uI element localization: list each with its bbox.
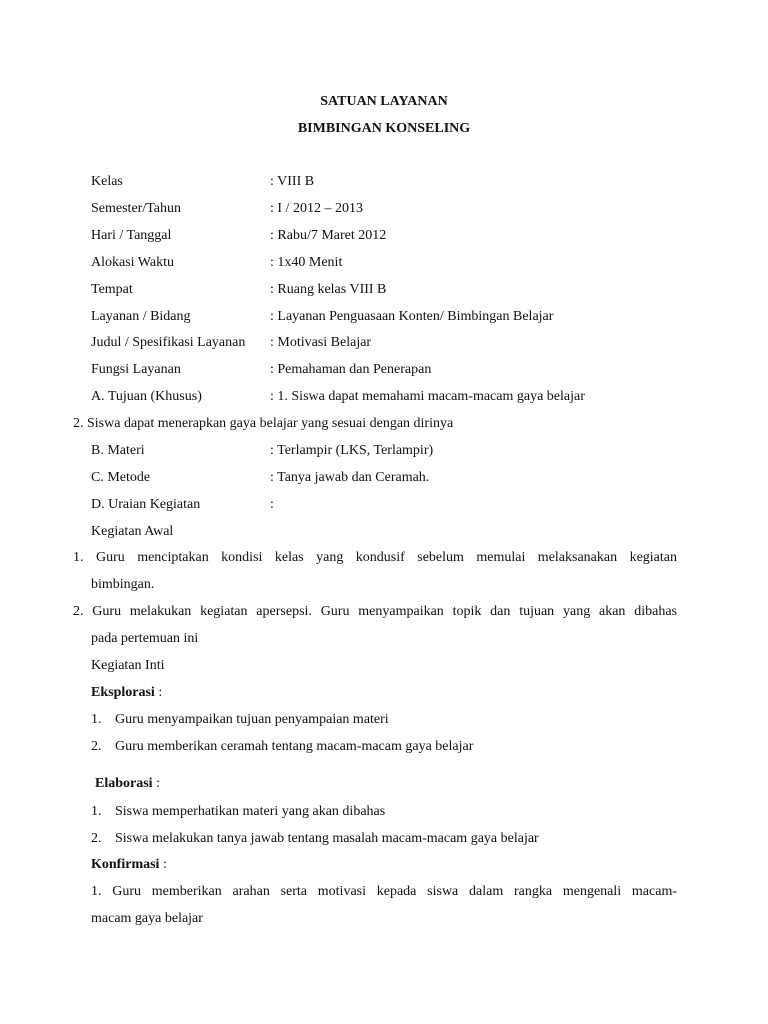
label-tujuan: A. Tujuan (Khusus) (91, 389, 202, 404)
kegiatan-awal-item-2-cont: pada pertemuan ini (91, 631, 199, 646)
eksplorasi-item-2-num: 2. (91, 739, 102, 754)
kegiatan-awal-item-2: 2. Guru melakukan kegiatan apersepsi. Guru menyampaikan topik dan tujuan yang akan dibahas (73, 604, 677, 619)
konfirmasi-colon: : (159, 857, 167, 872)
label-hari-tanggal: Hari / Tanggal (91, 228, 172, 243)
document-subtitle: BIMBINGAN KONSELING (297, 121, 471, 136)
eksplorasi-colon: : (154, 685, 163, 700)
tujuan-item-2: 2. Siswa dapat menerapkan gaya belajar yang sesuai dengan dirinya (73, 416, 454, 431)
eksplorasi-label: Eksplorasi (91, 685, 155, 700)
value-layanan-bidang: : Layanan Penguasaan Konten/ Bimbingan Belajar (270, 309, 554, 324)
value-kelas: : VIII B (270, 174, 315, 189)
kegiatan-awal-item-1: 1. Guru menciptakan kondisi kelas yang kondusif sebelum memulai melaksanakan kegiatan (73, 550, 677, 565)
value-tujuan: : 1. Siswa dapat memahami macam-macam gaya belajar (270, 389, 585, 404)
konfirmasi-item-1-cont: macam gaya belajar (91, 911, 203, 926)
elaborasi-item-1: Siswa memperhatikan materi yang akan dibahas (115, 804, 386, 819)
value-hari-tanggal: : Rabu/7 Maret 2012 (270, 228, 387, 243)
label-tempat: Tempat (91, 282, 133, 297)
kegiatan-awal-item-1-cont: bimbingan. (91, 577, 155, 592)
value-materi: : Terlampir (LKS, Terlampir) (270, 443, 434, 458)
document-title: SATUAN LAYANAN (320, 94, 448, 109)
konfirmasi-item-1: 1. Guru memberikan arahan serta motivasi kepada siswa dalam rangka mengenali macam- (91, 884, 677, 899)
label-kelas: Kelas (91, 174, 123, 189)
eksplorasi-item-1: Guru menyampaikan tujuan penyampaian materi (115, 712, 389, 727)
label-metode: C. Metode (91, 470, 151, 485)
value-uraian-kegiatan: : (270, 497, 274, 512)
label-judul: Judul / Spesifikasi Layanan (91, 335, 246, 350)
konfirmasi-heading (91, 856, 167, 874)
label-fungsi-layanan: Fungsi Layanan (91, 362, 181, 377)
konfirmasi-label: Konfirmasi (91, 857, 160, 872)
elaborasi-item-2: Siswa melakukan tanya jawab tentang masalah macam-macam gaya belajar (115, 831, 539, 846)
elaborasi-item-1-num: 1. (91, 804, 102, 819)
value-metode: : Tanya jawab dan Ceramah. (270, 470, 430, 485)
elaborasi-heading (95, 775, 160, 793)
eksplorasi-heading (91, 684, 162, 702)
eksplorasi-item-2: Guru memberikan ceramah tentang macam-macam gaya belajar (115, 739, 474, 754)
value-tempat: : Ruang kelas VIII B (270, 282, 387, 297)
value-alokasi-waktu: : 1x40 Menit (270, 255, 343, 270)
value-semester: : I / 2012 – 2013 (270, 201, 363, 216)
elaborasi-colon: : (152, 776, 160, 791)
label-uraian-kegiatan: D. Uraian Kegiatan (91, 497, 201, 512)
value-fungsi-layanan: : Pemahaman dan Penerapan (270, 362, 432, 377)
label-semester: Semester/Tahun (91, 201, 181, 216)
value-judul: : Motivasi Belajar (270, 335, 372, 350)
label-alokasi-waktu: Alokasi Waktu (91, 255, 174, 270)
label-materi: B. Materi (91, 443, 145, 458)
elaborasi-label: Elaborasi (95, 776, 153, 791)
kegiatan-inti-heading: Kegiatan Inti (91, 658, 165, 673)
elaborasi-item-2-num: 2. (91, 831, 102, 846)
eksplorasi-item-1-num: 1. (91, 712, 102, 727)
kegiatan-awal-heading: Kegiatan Awal (91, 524, 174, 539)
label-layanan-bidang: Layanan / Bidang (91, 309, 191, 324)
